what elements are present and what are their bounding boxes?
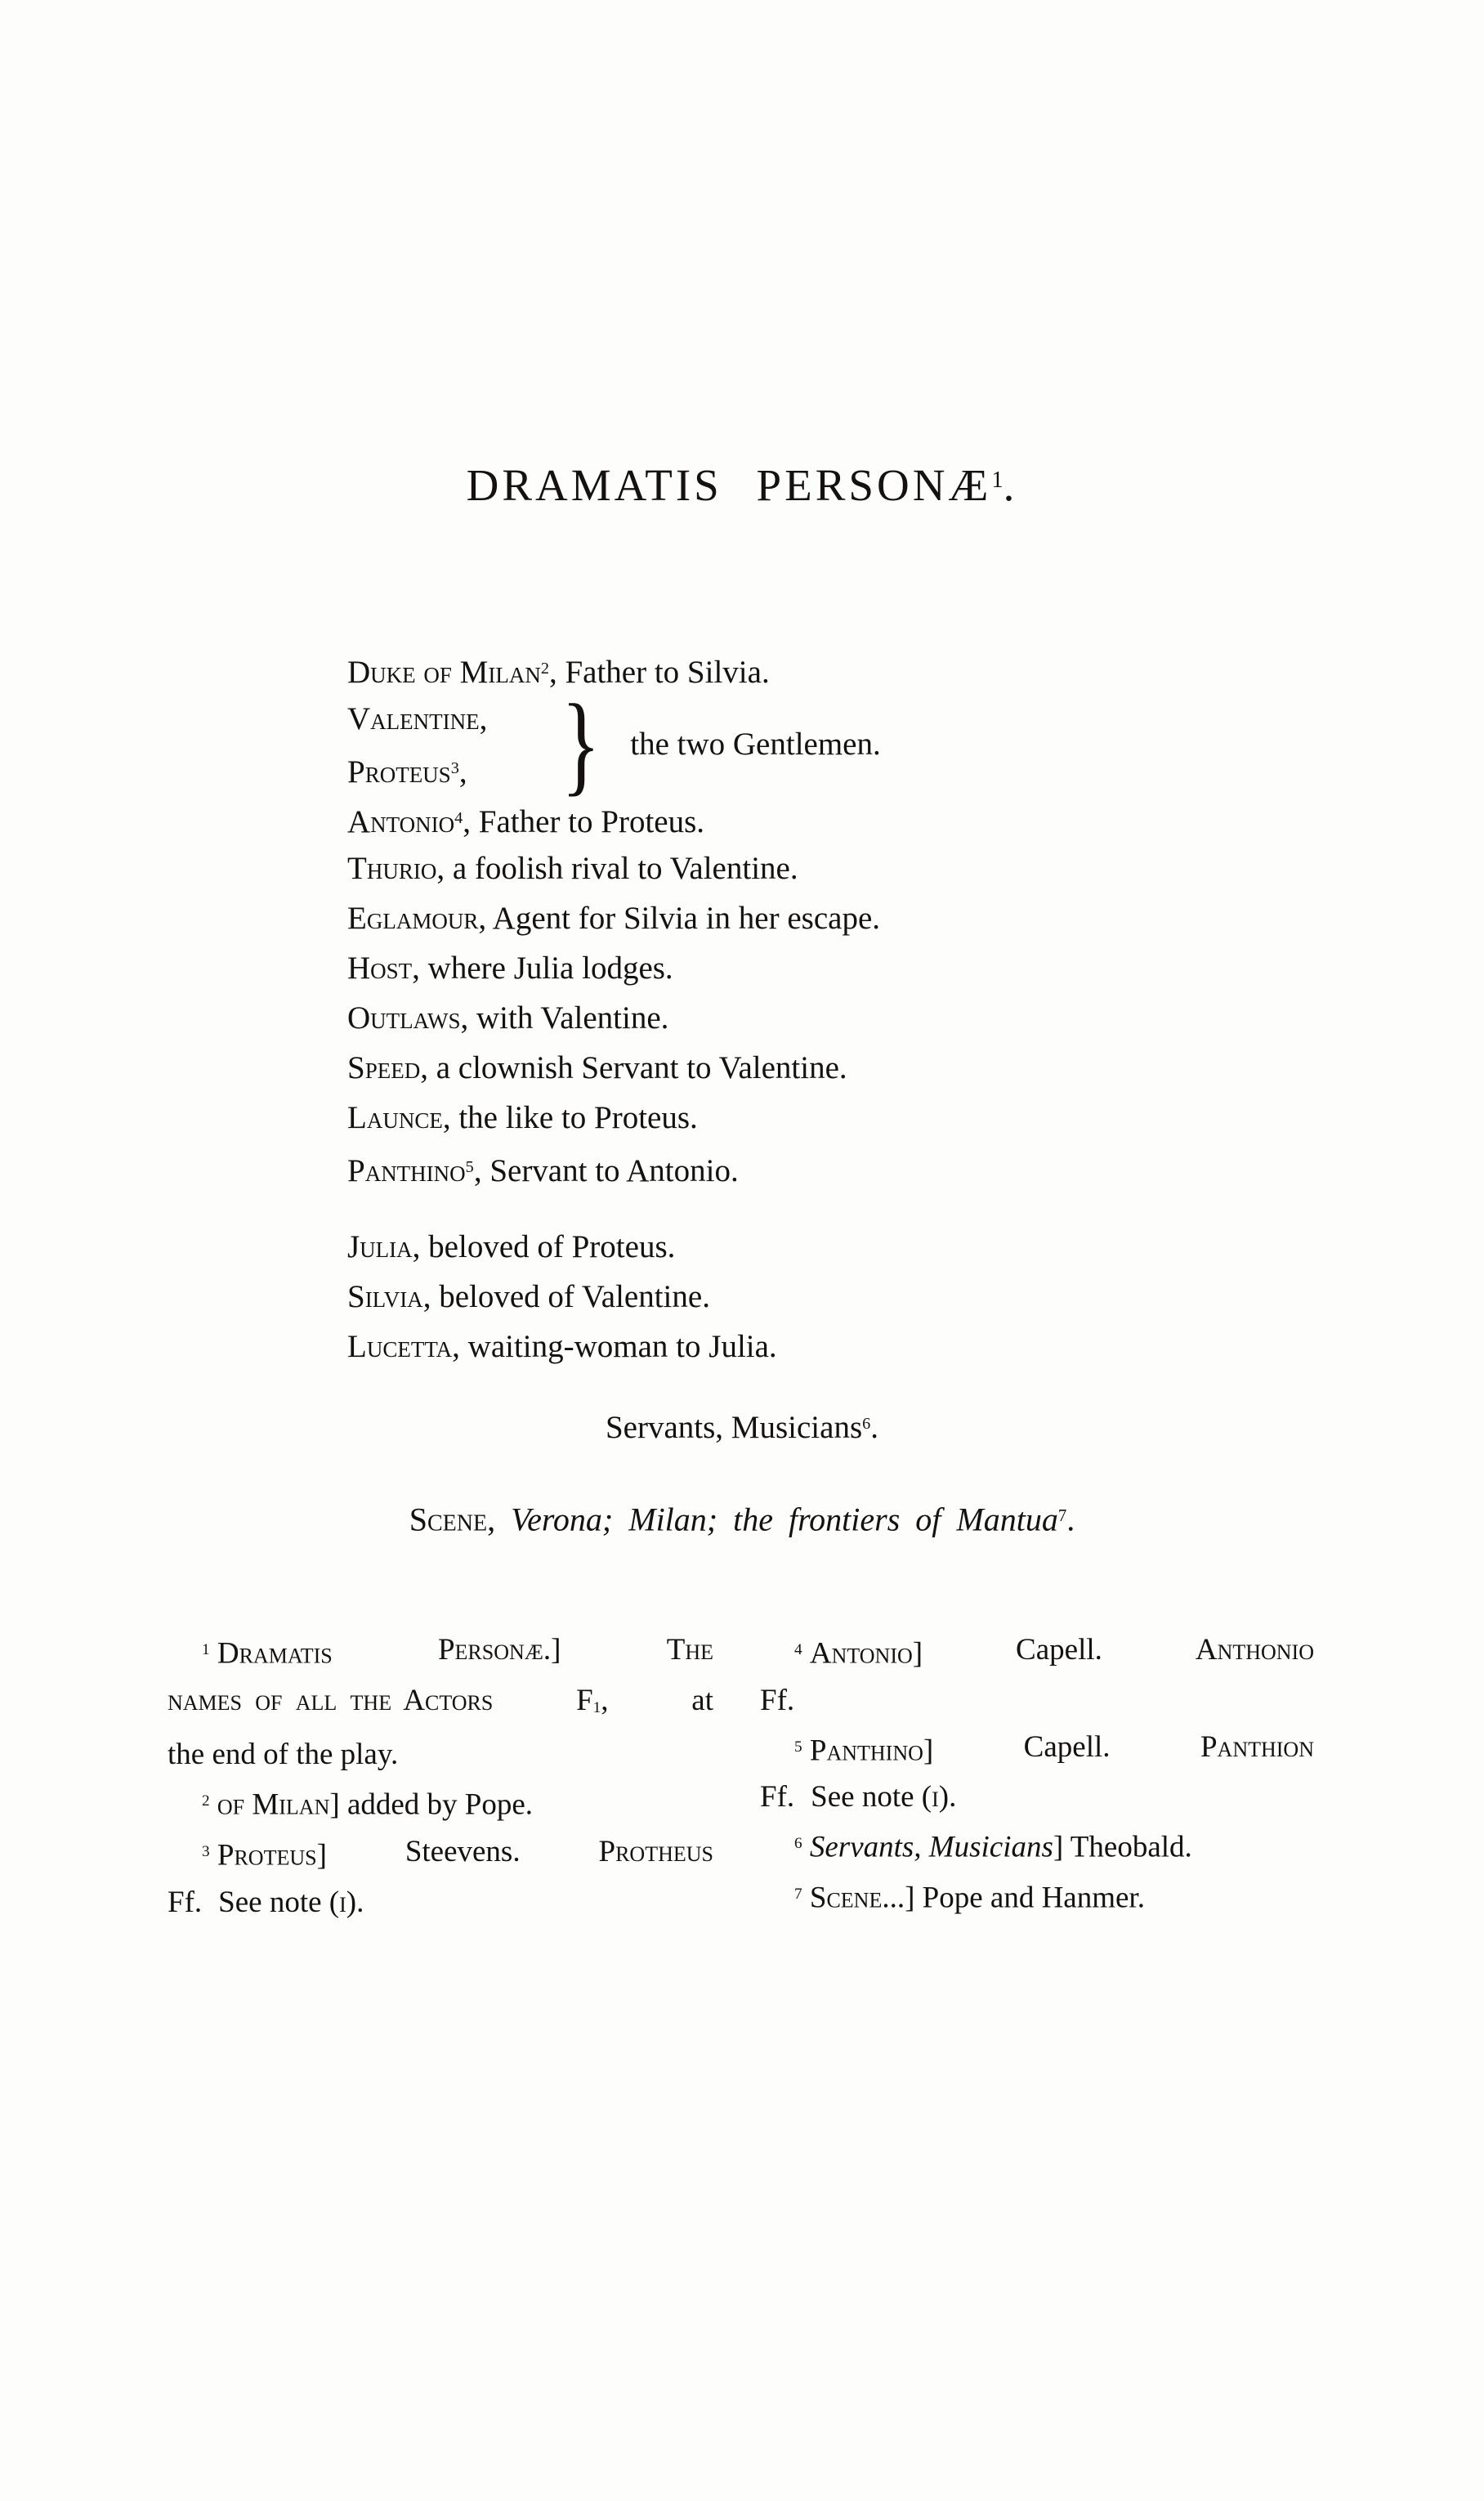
- footnote-1-lemma: [168, 1626, 333, 1677]
- footnote-6: [760, 1820, 1314, 1871]
- character-name: Duke of Milan: [347, 655, 541, 691]
- scene-period: .: [1066, 1501, 1075, 1538]
- footnote-3-line-2: [168, 1879, 713, 1926]
- cast-entry-lucetta: [347, 1322, 881, 1371]
- character-name: Julia: [347, 1229, 413, 1264]
- character-name: Silvia: [347, 1279, 423, 1314]
- character-desc: , beloved of Valentine.: [422, 1279, 710, 1314]
- footnote-text: the end of the play.: [168, 1738, 399, 1772]
- cast-entry-antonio: [347, 794, 881, 843]
- cast-entry-panthino: [347, 1143, 881, 1192]
- footnote-5-line-1: [760, 1724, 1314, 1774]
- character-name: Host: [347, 951, 413, 986]
- extras-period: .: [870, 1410, 879, 1446]
- footnote-text: Capell.: [1023, 1729, 1111, 1764]
- footnote-ref-1: 1: [991, 468, 1003, 494]
- footnote-lemma-text: Antonio]: [809, 1636, 923, 1671]
- footnote-quote: names of all the Actors: [168, 1683, 494, 1717]
- character-name: Valentine: [347, 701, 480, 736]
- footnote-marker-1: 1: [202, 1641, 210, 1658]
- scene-label: Scene: [409, 1501, 488, 1538]
- character-desc: , where Julia lodges.: [412, 951, 673, 986]
- footnote-1-line-3: [168, 1731, 713, 1778]
- character-name: Launce: [347, 1100, 443, 1135]
- character-name: Lucetta: [347, 1329, 453, 1364]
- siglum-comma: ,: [601, 1683, 609, 1717]
- cast-entry-speed: [347, 1043, 881, 1093]
- character-name: Proteus: [347, 754, 451, 790]
- cast-entry-proteus: [347, 744, 561, 794]
- footnote-ref-3: 3: [450, 759, 459, 777]
- footnote-7: [760, 1871, 1314, 1922]
- siglum-subscript: 1: [592, 1699, 601, 1717]
- footnote-text: Capell.: [1016, 1633, 1102, 1667]
- cast-entry-valentine: [347, 694, 561, 744]
- folio-siglum: Ff.: [168, 1885, 203, 1919]
- footnote-ref-6: 6: [862, 1415, 871, 1433]
- character-name: Speed: [347, 1050, 421, 1085]
- cast-entry-outlaws: [347, 993, 881, 1043]
- character-desc: , Father to Proteus.: [463, 804, 705, 840]
- footnote-4-line-2: [760, 1677, 1314, 1724]
- footnote-quote: The: [666, 1633, 713, 1667]
- footnote-text: ).: [346, 1885, 364, 1919]
- footnote-2: [168, 1778, 713, 1828]
- cast-entry-launce: [347, 1093, 881, 1143]
- footnote-lemma-text: Personæ.]: [437, 1633, 561, 1667]
- footnote-text: See note (: [218, 1885, 340, 1919]
- character-desc: , Servant to Antonio.: [473, 1153, 739, 1189]
- cast-entry-host: [347, 943, 881, 993]
- character-desc: , beloved of Proteus.: [412, 1229, 676, 1264]
- cast-brace-group: [347, 681, 881, 806]
- footnote-ref-5: 5: [465, 1158, 474, 1176]
- footnote-5-lemma: [760, 1724, 933, 1774]
- footnote-1-line-1: [168, 1626, 713, 1677]
- character-punct: ,: [479, 701, 488, 736]
- extras-line: [0, 1399, 1484, 1452]
- character-punct: ,: [458, 754, 467, 790]
- character-name: Thurio: [347, 851, 437, 886]
- footnote-text: added by Pope.: [339, 1788, 534, 1822]
- siglum-letter: F: [576, 1683, 593, 1717]
- variant-reading: Anthonio: [1195, 1633, 1314, 1667]
- footnote-text: ] Theobald.: [1053, 1830, 1192, 1864]
- character-name: Antonio: [347, 804, 455, 840]
- character-name: Outlaws: [347, 1000, 461, 1036]
- brace-desc: the two Gentlemen.: [630, 726, 881, 762]
- footnote-text: ...] Pope and Hanmer.: [882, 1881, 1145, 1915]
- character-desc: , a foolish rival to Valentine.: [436, 851, 798, 886]
- cast-entry-silvia: [347, 1272, 881, 1322]
- character-desc: , Agent for Silvia in her escape.: [478, 901, 881, 936]
- footnote-4-lemma: [760, 1626, 923, 1677]
- footnote-text: Steevens.: [405, 1835, 521, 1868]
- note-number: i: [339, 1885, 346, 1919]
- footnote-4-line-1: [760, 1626, 1314, 1677]
- footnote-marker-5: 5: [794, 1738, 802, 1756]
- character-desc: , a clownish Servant to Valentine.: [420, 1050, 847, 1085]
- character-desc: , waiting-woman to Julia.: [452, 1329, 777, 1364]
- scene-line: [0, 1491, 1484, 1544]
- cast-list: [347, 644, 881, 1371]
- note-number: i: [932, 1780, 939, 1814]
- footnote-3-lemma: [168, 1828, 327, 1879]
- footnote-5-line-2: [760, 1774, 1314, 1820]
- footnote-ref-4: 4: [454, 809, 463, 827]
- footnote-lemma-text: Servants, Musicians: [809, 1830, 1053, 1864]
- cast-entry-thurio: [347, 843, 881, 893]
- title-text: DRAMATIS PERSONÆ: [466, 460, 992, 510]
- scene-locations: Verona; Milan; the frontiers of Mantua: [511, 1501, 1058, 1538]
- character-desc: , the like to Proteus.: [442, 1100, 698, 1135]
- folio-siglum: [576, 1677, 608, 1732]
- footnote-marker-4: 4: [794, 1641, 802, 1658]
- footnotes-right-column: [760, 1626, 1314, 1921]
- footnote-lemma-text: Panthino]: [809, 1734, 934, 1768]
- character-name: Eglamour: [347, 901, 479, 936]
- footnote-marker-3: 3: [202, 1843, 210, 1860]
- cast-entry-eglamour: [347, 893, 881, 943]
- folio-siglum: Ff.: [760, 1780, 795, 1814]
- footnote-ref-2: 2: [540, 660, 549, 678]
- footnote-3-line-1: [168, 1828, 713, 1879]
- character-desc: , Father to Silvia.: [548, 655, 770, 691]
- footnotes-left-column: [168, 1626, 713, 1926]
- footnote-marker-6: 6: [794, 1835, 802, 1853]
- footnote-marker-2: 2: [202, 1792, 210, 1810]
- cast-entry-duke: [347, 644, 881, 694]
- folio-siglum: Ff.: [760, 1683, 795, 1717]
- footnote-lemma-text: Scene: [809, 1881, 883, 1915]
- footnote-lemma-text: of Milan]: [217, 1788, 340, 1822]
- footnote-text: ).: [938, 1780, 957, 1814]
- footnote-lemma-text: Dramatis: [217, 1636, 333, 1671]
- footnote-marker-7: 7: [794, 1885, 802, 1903]
- extras-text: Servants, Musicians: [605, 1410, 863, 1446]
- footnote-lemma-text: Proteus]: [217, 1838, 327, 1872]
- brace-glyph: }: [561, 681, 601, 806]
- character-desc: , with Valentine.: [460, 1000, 669, 1036]
- variant-reading: Protheus: [598, 1835, 713, 1868]
- scene-comma: ,: [487, 1501, 512, 1538]
- character-name: Panthino: [347, 1153, 466, 1189]
- footnote-ref-7: 7: [1057, 1506, 1067, 1525]
- footnote-text: at: [691, 1683, 713, 1717]
- footnote-1-line-2: [168, 1677, 713, 1732]
- brace-names: [347, 694, 561, 794]
- cast-entry-julia: [347, 1222, 881, 1272]
- title-period: .: [1003, 460, 1018, 510]
- page-title: [0, 459, 1484, 511]
- footnote-text: See note (: [811, 1780, 932, 1814]
- variant-reading: Panthion: [1200, 1729, 1314, 1764]
